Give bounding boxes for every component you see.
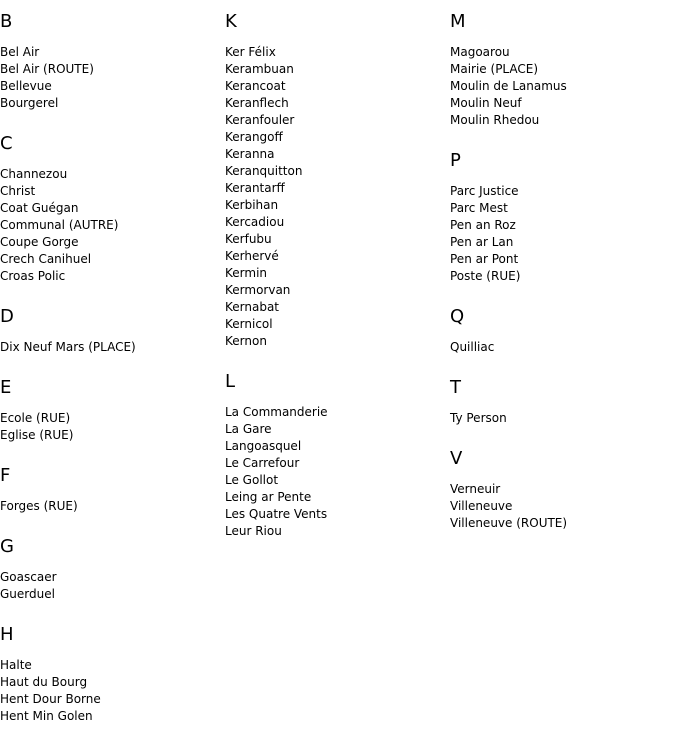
letter-heading: P (450, 150, 461, 171)
street-name: Croas Polic (0, 269, 66, 283)
letter-heading: L (225, 371, 236, 392)
street-name: Moulin Neuf (450, 96, 522, 110)
street-name: Kerantarff (225, 181, 285, 195)
letter-heading: D (0, 306, 14, 327)
letter-group (450, 149, 670, 285)
letter-heading: M (450, 11, 466, 32)
letter-heading: B (0, 11, 13, 32)
street-list (450, 44, 670, 129)
street-name: Kermorvan (225, 283, 291, 297)
letter-heading: V (450, 448, 463, 469)
street-name: Parc Mest (450, 201, 508, 215)
index-column-1 (0, 10, 220, 745)
index-column-3 (450, 10, 670, 552)
street-name: Villeneuve (450, 499, 513, 513)
letter-heading: T (450, 377, 461, 398)
street-name: Poste (RUE) (450, 269, 521, 283)
street-name: Communal (AUTRE) (0, 218, 119, 232)
street-name: Kerhervé (225, 249, 279, 263)
street-name: Kernabat (225, 300, 280, 314)
street-name: Kerangoff (225, 130, 283, 144)
street-name: Moulin Rhedou (450, 113, 540, 127)
street-name: Les Quatre Vents (225, 507, 328, 521)
letter-heading: K (225, 11, 237, 32)
street-list (0, 44, 220, 112)
street-name: Quilliac (450, 340, 495, 354)
street-list (0, 339, 220, 356)
street-name: Ker Félix (225, 45, 276, 59)
street-list (0, 410, 220, 444)
street-name: Bourgerel (0, 96, 59, 110)
street-name: Kernon (225, 334, 267, 348)
street-list (225, 44, 445, 350)
street-name: Keranfouler (225, 113, 295, 127)
letter-heading: Q (450, 306, 465, 327)
street-name: Bel Air (ROUTE) (0, 62, 94, 76)
letter-group (0, 305, 220, 356)
street-name: Kerfubu (225, 232, 272, 246)
street-name: Coat Guégan (0, 201, 79, 215)
street-name: Villeneuve (ROUTE) (450, 516, 568, 530)
street-name: Kerbihan (225, 198, 279, 212)
street-name: Kermin (225, 266, 268, 280)
street-name: Ecole (RUE) (0, 411, 71, 425)
letter-group (450, 376, 670, 427)
street-name: Kerancoat (225, 79, 286, 93)
street-name: Guerduel (0, 587, 55, 601)
street-list (450, 410, 670, 427)
street-name: Halte (0, 658, 32, 672)
letter-heading: C (0, 133, 13, 154)
letter-group (0, 132, 220, 285)
letter-heading: E (0, 377, 12, 398)
street-name: Kerambuan (225, 62, 294, 76)
street-name: Le Gollot (225, 473, 279, 487)
street-name: Pen an Roz (450, 218, 516, 232)
street-name: Kernicol (225, 317, 273, 331)
street-name: Pen ar Lan (450, 235, 514, 249)
street-name: Moulin de Lanamus (450, 79, 567, 93)
street-name: Keranna (225, 147, 275, 161)
street-list (0, 657, 220, 725)
street-name: Leing ar Pente (225, 490, 312, 504)
index-column-2 (225, 10, 445, 560)
street-name: Eglise (RUE) (0, 428, 74, 442)
street-name: Le Carrefour (225, 456, 300, 470)
street-name: Bel Air (0, 45, 40, 59)
letter-group (450, 305, 670, 356)
street-name: La Commanderie (225, 405, 328, 419)
letter-heading: G (0, 536, 14, 557)
street-name: Channezou (0, 167, 68, 181)
street-list (0, 166, 220, 285)
letter-group (0, 464, 220, 515)
street-name: Magoarou (450, 45, 510, 59)
street-name: Haut du Bourg (0, 675, 88, 689)
street-name: Hent Min Golen (0, 709, 93, 723)
street-name: Ty Person (450, 411, 507, 425)
street-name: Verneuir (450, 482, 501, 496)
street-name: Langoasquel (225, 439, 302, 453)
letter-group (450, 10, 670, 129)
street-list (450, 339, 670, 356)
street-name: Dix Neuf Mars (PLACE) (0, 340, 136, 354)
street-name: Crech Canihuel (0, 252, 92, 266)
letter-heading: F (0, 465, 11, 486)
letter-group (225, 10, 445, 350)
letter-group (225, 370, 445, 540)
street-name: Pen ar Pont (450, 252, 519, 266)
street-name: La Gare (225, 422, 272, 436)
street-list (450, 183, 670, 285)
street-list (0, 569, 220, 603)
street-name: Hent Dour Borne (0, 692, 101, 706)
letter-heading: H (0, 624, 14, 645)
street-list (0, 498, 220, 515)
street-name: Parc Justice (450, 184, 519, 198)
letter-group (0, 623, 220, 725)
street-name: Christ (0, 184, 36, 198)
street-name: Keranflech (225, 96, 289, 110)
street-name: Leur Riou (225, 524, 282, 538)
letter-group (450, 447, 670, 532)
street-name: Coupe Gorge (0, 235, 79, 249)
street-name: Bellevue (0, 79, 52, 93)
letter-group (0, 10, 220, 112)
street-name: Mairie (PLACE) (450, 62, 539, 76)
street-list (225, 404, 445, 540)
street-name: Keranquitton (225, 164, 303, 178)
letter-group (0, 535, 220, 603)
street-name: Kercadiou (225, 215, 285, 229)
letter-group (0, 376, 220, 444)
street-name: Forges (RUE) (0, 499, 78, 513)
street-list (450, 481, 670, 532)
street-name: Goascaer (0, 570, 57, 584)
